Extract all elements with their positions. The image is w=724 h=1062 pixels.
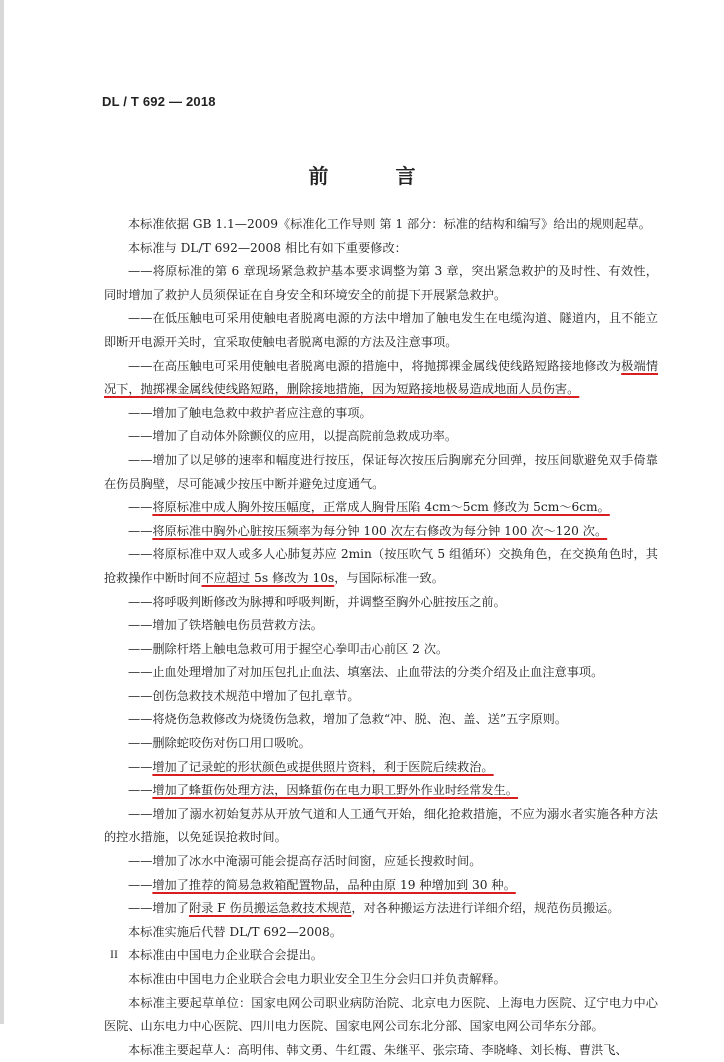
highlighted-underline-text: 将原标准中胸外心脏按压频率为每分钟 100 次左右修改为每分钟 100 次～120 次。 (152, 523, 608, 538)
scan-edge (0, 0, 4, 1024)
paragraph-text: ——将原标准中双人或多人心肺复苏应 2min（按压吹气 5 组循环）交换角色，在交换角色时，其抢救操作中断时间 (104, 547, 658, 585)
preface-paragraph: 本标准主要起草单位：国家电网公司职业病防治院、北京电力医院、上海电力医院、辽宁电力中心医院、山东电力中心医院、四川电力医院、国家电网公司东北分部、国家电网公司华东分部。 (104, 995, 658, 1034)
preface-paragraph: ——将原标准的第 6 章现场紧急救护基本要求调整为第 3 章，突出紧急救护的及时性、有效性，同时增加了救护人员须保证在自身安全和环境安全的前提下开展紧急救护。 (104, 264, 658, 302)
preface-paragraph: 本标准主要起草人：高明伟、韩文勇、牛红霞、朱继平、张宗琦、李晓峰、刘长梅、曹洪飞、 (128, 1042, 628, 1057)
preface-paragraph (104, 897, 658, 921)
preface-paragraph: ——增加了自动体外除颤仪的应用，以提高院前急救成功率。 (128, 429, 458, 444)
preface-paragraph: ——止血处理增加了对加压包扎止血法、填塞法、止血带法的分类介绍及止血注意事项。 (128, 665, 604, 680)
preface-paragraph: 本标准与 DL/T 692—2008 相比有如下重要修改： (128, 240, 407, 255)
preface-paragraph (104, 496, 658, 520)
preface-paragraph (104, 779, 658, 803)
preface-paragraph: 本标准实施后代替 DL/T 692—2008。 (128, 924, 343, 939)
preface-paragraph (104, 543, 658, 590)
preface-paragraph: ——增加了铁塔触电伤员营救方法。 (128, 618, 323, 633)
paragraph-text: —— (128, 500, 153, 515)
highlighted-underline-text: 增加了推荐的简易急救箱配置物品，品种由原 19 种增加到 30 种。 (152, 877, 516, 892)
preface-body (104, 213, 658, 1062)
preface-paragraph (104, 874, 658, 898)
preface-paragraph (104, 520, 658, 544)
document-code-header: DL / T 692 — 2018 (102, 94, 216, 109)
paragraph-text: —— (128, 877, 153, 892)
preface-paragraph: ——增加了冰水中淹溺可能会提高存活时间窗，应延长搜救时间。 (128, 854, 482, 869)
highlighted-underline-text: 极端情况下，抛掷裸金属线使线路短路，删除接地措施，因为短路接地极易造成地面人员伤害。 (104, 358, 659, 397)
preface-paragraph: ——删除蛇咬伤对伤口用口吸吮。 (128, 736, 311, 751)
preface-paragraph: ——增加了溺水初始复苏从开放气道和人工通气开始，细化抢救措施，不应为溺水者实施各种方法的控水措施，以免延误抢救时间。 (104, 806, 658, 845)
preface-paragraph: ——将烧伤急救修改为烧烫伤急救，增加了急救“冲、脱、泡、盖、送”五字原则。 (128, 712, 568, 727)
preface-paragraph: ——增加了以足够的速率和幅度进行按压，保证每次按压后胸廓充分回弹，按压间歇避免双手倚靠在伤员胸壁，尽可能减少按压中断并避免过度通气。 (104, 452, 658, 491)
preface-paragraph: 本标准由中国电力企业联合会电力职业安全卫生分会归口并负责解释。 (128, 972, 506, 986)
paragraph-text: ，与国际标准一致。 (334, 570, 444, 585)
preface-paragraph: ——将呼吸判断修改为脉搏和呼吸判断，并调整至胸外心脏按压之前。 (128, 594, 506, 609)
preface-paragraph (104, 355, 658, 402)
highlighted-underline-text: 增加了蜂蜇伤处理方法，因蜂蜇伤在电力职工野外作业时经常发生。 (152, 783, 518, 798)
highlighted-underline-text: 不应超过 5s 修改为 10s (201, 570, 335, 585)
paragraph-text: —— (128, 759, 153, 774)
preface-paragraph: ——增加了触电急救中救护者应注意的事项。 (128, 405, 372, 420)
page-number: II (110, 947, 118, 961)
preface-paragraph: 本标准依据 GB 1.1—2009《标准化工作导则 第 1 部分：标准的结构和编写》给出的规则起草。 (128, 217, 651, 231)
page-title: 前 言 (308, 164, 446, 188)
paragraph-text: —— (128, 523, 153, 538)
preface-paragraph: 本标准由中国电力企业联合会提出。 (128, 948, 323, 963)
preface-paragraph: ——删除杆塔上触电急救可用于握空心拳叩击心前区 2 次。 (128, 641, 449, 656)
preface-paragraph: ——创伤急救技术规范中增加了包扎章节。 (128, 688, 360, 703)
preface-paragraph: ——在低压触电可采用使触电者脱离电源的方法中增加了触电发生在电缆沟道、隧道内，且不能立即断开电源开关时，宜采取使触电者脱离电源的方法及注意事项。 (104, 311, 658, 349)
paragraph-text: ，对各种搬运方法进行详细介绍，规范伤员搬运。 (351, 901, 620, 916)
paragraph-text: ——在高压触电可采用使触电者脱离电源的措施中，将抛掷裸金属线使线路短路接地修改为 (128, 358, 622, 373)
paragraph-text: —— (128, 783, 153, 798)
highlighted-underline-text: 增加了记录蛇的形状颜色或提供照片资料，利于医院后续救治。 (152, 759, 494, 774)
preface-paragraph (104, 756, 658, 780)
highlighted-underline-text: 附录 F 伤员搬运急救技术规范 (188, 901, 352, 916)
highlighted-underline-text: 将原标准中成人胸外按压幅度，正常成人胸骨压陷 4cm～5cm 修改为 5cm～6cm。 (152, 500, 610, 515)
paragraph-text: ——增加了 (128, 901, 189, 916)
